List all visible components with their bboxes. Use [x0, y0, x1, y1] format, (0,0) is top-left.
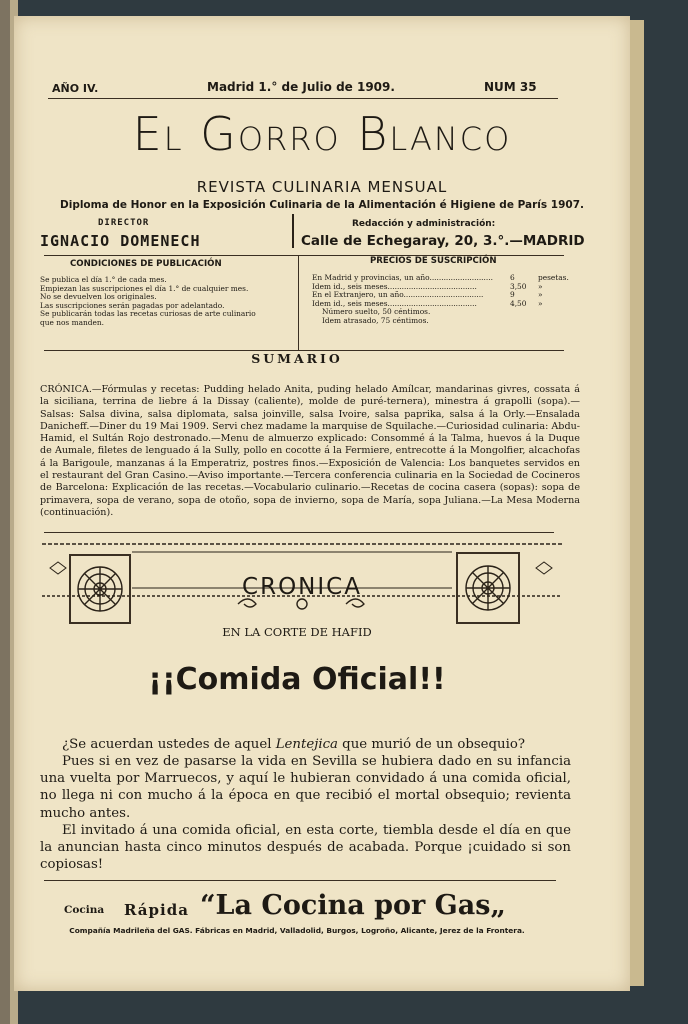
director-name: IGNACIO DOMENECH — [40, 232, 201, 250]
price-unit: » — [538, 298, 543, 308]
issue-date: Madrid 1.° de Julio de 1909. — [207, 80, 395, 94]
price-value: 4,50 — [510, 298, 527, 308]
article-paragraph-3: El invitado á una comida oficial, en esta corte, tiembla desde el día en que la anuncian hasta cinco minutos después de acabada. Porque ¡cuidado si son copiosas! — [40, 823, 571, 873]
condition-line: Empiezan las suscripciones el día 1.° de cualquier mes. — [40, 283, 249, 293]
price-value: 9 — [510, 290, 515, 300]
price-row — [312, 273, 569, 283]
price-label: En Madrid y provincias, un año........................... — [312, 274, 493, 282]
magazine-page — [14, 16, 630, 991]
price-label: En el Extranjero, un año.................................. — [312, 291, 484, 300]
summary-rule — [44, 532, 554, 533]
advert-word: Rápida — [124, 901, 189, 919]
condition-line: Se publica el día 1.° de cada mes. — [40, 275, 167, 284]
condition-line: Se publicarán todas las recetas curiosas de arte culinario — [40, 309, 256, 319]
page-edge — [630, 20, 644, 986]
back-issue-price: Idem atrasado, 75 céntimos. — [322, 315, 429, 325]
title-text: El Gorro Blanco — [132, 107, 512, 161]
advert-prefix: Cocina — [64, 904, 105, 916]
price-row — [312, 291, 566, 300]
cronica-headline: ¡¡Comida Oficial!! — [148, 662, 446, 697]
p1-emphasis: Lentejica — [275, 737, 338, 752]
issue-number: NUM 35 — [484, 80, 537, 94]
advert-slogan: “La Cocina por Gas„ — [200, 890, 506, 921]
condition-line: que nos manden. — [40, 317, 104, 327]
price-unit: pesetas. — [538, 273, 569, 282]
magazine-subtitle: REVISTA CULINARIA MENSUAL — [196, 178, 448, 196]
admin-label: Redacción y administración: — [352, 219, 496, 229]
conditions-heading: CONDICIONES DE PUBLICACIÓN — [70, 259, 222, 269]
advert-company: Compañía Madrileña del GAS. Fábricas en Madrid, Valladolid, Burgos, Logroño, Alicante, Jerez de la Frontera. — [69, 926, 525, 935]
condition-line: Las suscripciones serán pagadas por adelantado. — [40, 300, 225, 310]
price-unit: » — [538, 290, 543, 300]
condition-line: No se devuelven los originales. — [40, 292, 157, 302]
summary-text: CRÓNICA.—Fórmulas y recetas: Pudding helado Anita, puding helado Amílcar, mandarinas givres, cossata á la siciliana, terrina de liebre á la Dissay (caliente), molde de puré-ternera), minestra á grapolli (sopa).—Salsas: Salsa divina, salsa diplomata, salsa joinville, salsa Ivoire, salsa paprika, salsa á la Orly.—Ensalada Danicheff.—Diner du 19 Mai 1909. Servi chez madame la marquise de Squilache.—Curiosidad culinaria: Abdu-Hamid, el Sultán Rojo destronado.—Menu de almuerzo explicado: Consommé á la Talma, huevos á la Duque de Aumale, filetes de lenguado á la Sully, pollo en cocotte á la Fermiere, entrecotte á la Mongolfier, alcachofas á la Barigoule, manzanas á la Emperatriz, postres finos.—Exposición de Valencia: Los banquetes servidos en el restaurant del Gran Casino.—Aviso importante.—Tercera conferencia culinaria en la Sociedad de Cocineros de Barcelona: Explicación de las recetas.—Vocabulario culinario.—Recetas de cocina casera (sopas): sopa de primavera, sopa de verano, sopa de otoño, sopa de invierno, sopa de María, sopa Juliana.—La Mesa Moderna (continuación). — [40, 384, 580, 518]
prices-heading: PRECIOS DE SUSCRIPCIÓN — [370, 256, 497, 266]
cronica-banner — [42, 538, 562, 614]
scan-background-left — [0, 0, 10, 1024]
price-label: Idem id., seis meses...................................... — [312, 299, 477, 308]
p1-text-end: que murió de un obsequio? — [337, 737, 525, 752]
year-label: AÑO IV. — [52, 82, 99, 95]
p1-text: ¿Se acuerdan ustedes de aquel — [62, 737, 276, 752]
article-paragraph-2: Pues si en vez de pasarse la vida en Sevilla se hubiera dado en su infancia una vuelta por Marruecos, y aquí le hubieran convidado á una comida oficial, no llega ni con mucho á la época en que recibió el mortal obsequio; revienta mucho antes. — [40, 754, 571, 821]
magazine-title — [14, 109, 630, 159]
price-label: Idem id., seis meses...................................... — [312, 282, 477, 291]
article-paragraph-1 — [40, 736, 571, 753]
price-value: 6 — [510, 273, 515, 282]
cronica-kicker: EN LA CORTE DE HAFID — [222, 625, 372, 639]
admin-address: Calle de Echegaray, 20, 3.°.—MADRID — [301, 233, 585, 249]
conditions-list — [40, 276, 290, 328]
price-unit: » — [538, 281, 543, 291]
advert-rule — [44, 880, 556, 881]
director-label: DIRECTOR — [98, 218, 150, 228]
cronica-title: CRONICA — [242, 574, 362, 600]
single-issue-price: Número suelto, 50 céntimos. — [322, 307, 431, 317]
price-row — [312, 283, 566, 292]
price-value: 3,50 — [510, 281, 527, 291]
diploma-line: Diploma de Honor en la Exposición Culinaria de la Alimentación é Higiene de París 1907. — [60, 199, 584, 211]
prices-table — [312, 273, 569, 326]
info-divider — [298, 256, 299, 350]
masthead-divider — [292, 214, 294, 248]
header-rule — [48, 98, 558, 99]
summary-heading: SUMARIO — [251, 351, 343, 366]
